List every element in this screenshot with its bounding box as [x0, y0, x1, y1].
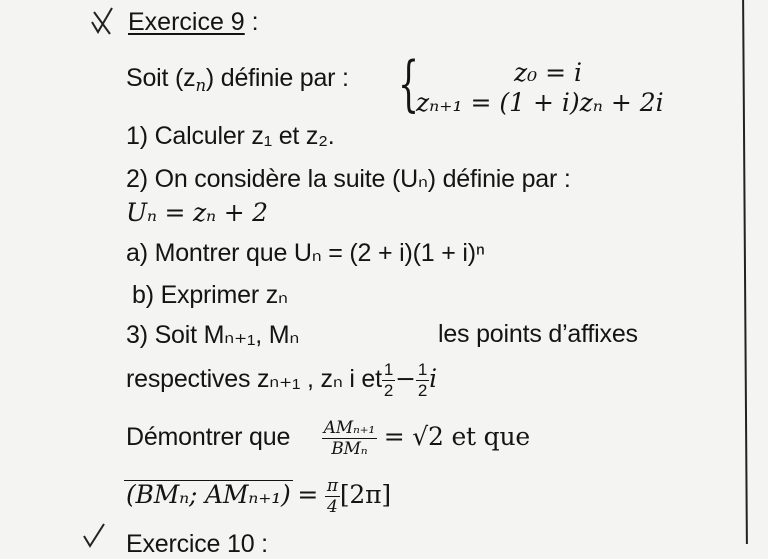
- ratio-num: AMₙ₊₁: [323, 418, 376, 438]
- checkmark-icon: [88, 2, 122, 42]
- page-border-line: [742, 0, 748, 544]
- ratio-den: BMₙ: [331, 439, 368, 459]
- definition-soit: Soit (z: [126, 64, 196, 92]
- fraction-half-2-den: 2: [417, 381, 428, 400]
- definition-sub: n: [195, 75, 206, 95]
- question-2b: b) Exprimer zₙ: [132, 281, 288, 309]
- ratio-fraction: [322, 418, 377, 459]
- question-1: 1) Calculer z₁ et z₂.: [126, 122, 335, 150]
- exercise-9-title: [128, 8, 259, 37]
- angle-fraction-num: π: [326, 476, 338, 496]
- fraction-half-1-den: 2: [383, 381, 394, 400]
- question-3-points: 3) Soit Mₙ₊₁, Mₙ: [126, 321, 300, 349]
- minus-sign: −: [395, 364, 416, 394]
- question-3-demontrer: Démontrer que: [126, 423, 291, 452]
- system-row-1: z₀ = i: [514, 58, 583, 87]
- question-3-angle: [126, 476, 391, 517]
- question-3-imag: i: [429, 364, 437, 394]
- system-row-2: zₙ₊₁ = (1 + i)zₙ + 2i: [416, 88, 664, 117]
- fraction-half-2-num: 1: [417, 360, 428, 379]
- exercise-9-colon: :: [244, 8, 259, 36]
- question-3-line1: [126, 320, 299, 350]
- fraction-half-2: [416, 360, 429, 401]
- angle-equals: =: [297, 480, 319, 510]
- definition-line: [126, 64, 349, 95]
- angle-fraction: [325, 476, 340, 517]
- question-2-definition: Uₙ = zₙ + 2: [126, 198, 268, 227]
- ratio-result: = √2 et que: [383, 422, 530, 452]
- system-brace: {: [398, 49, 420, 119]
- angle-vectors: (BMₙ; AMₙ₊₁): [126, 480, 291, 510]
- checkmark-icon: [80, 522, 114, 552]
- exercise-9-label: Exercice 9: [128, 8, 245, 36]
- question-3-respectives: respectives zₙ₊₁ , zₙ i et: [126, 365, 382, 394]
- fraction-half-1: [382, 360, 395, 401]
- question-2: 2) On considère la suite (Uₙ) définie par :: [126, 165, 571, 193]
- question-2a: a) Montrer que Uₙ = (2 + i)(1 + i)ⁿ: [126, 239, 485, 267]
- fraction-half-1-num: 1: [383, 360, 394, 379]
- angle-fraction-den: 4: [327, 497, 338, 517]
- definition-rest: ) définie par :: [205, 64, 349, 92]
- angle-modulo: [2π]: [339, 480, 391, 510]
- question-3-line2: [126, 360, 437, 401]
- question-3-line3: [126, 418, 530, 459]
- exercise-10-title: Exercice 10 :: [126, 530, 268, 558]
- question-3-affixes: les points d’affixes: [438, 320, 638, 348]
